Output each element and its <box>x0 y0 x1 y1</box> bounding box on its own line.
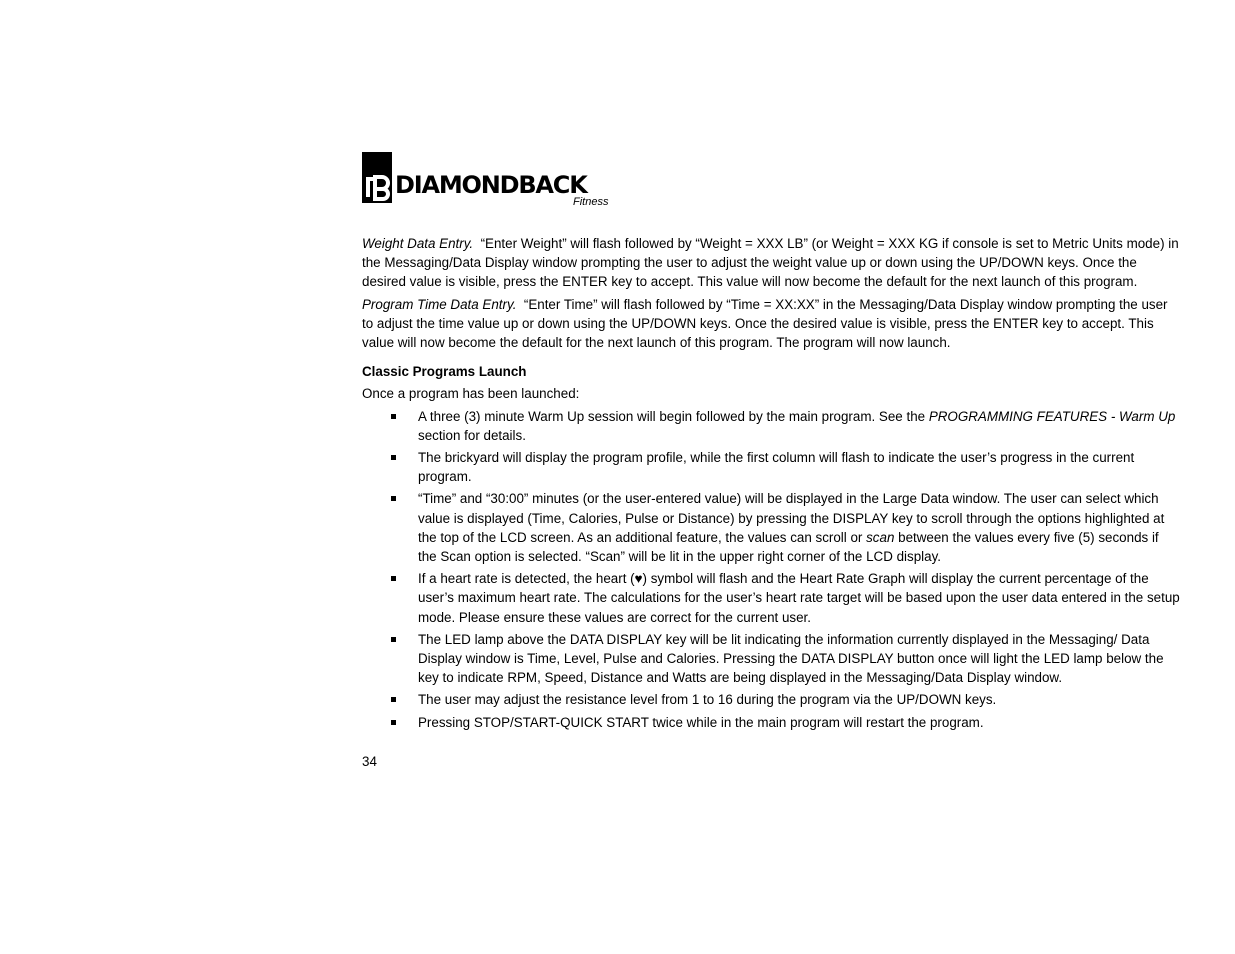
bullet-text: “Time” and “30:00” minutes (or the user-entered value) will be displayed in the Large Data window. The user can select which value is displayed (Time, Calories, Pulse or Distance) by pressing the DISPLAY key to scroll through the options highlighted at the top of the LCD screen. As an additional feature, the values can scroll or <box>418 491 1165 545</box>
content-body <box>362 234 1180 771</box>
bullet-text: Pressing STOP/START-QUICK START twice while in the main program will restart the program. <box>418 714 984 730</box>
bullet-italic-text: scan <box>866 529 895 545</box>
list-item <box>362 690 1180 709</box>
manual-page <box>362 152 1180 771</box>
bullet-icon <box>391 637 396 642</box>
list-item <box>362 489 1180 566</box>
list-item <box>362 630 1180 688</box>
logo-sub-text: Fitness <box>573 196 609 208</box>
bullet-list <box>362 407 1180 732</box>
paragraph-lead: Program Time Data Entry. <box>362 296 517 312</box>
bullet-icon <box>391 455 396 460</box>
program-time-data-entry-paragraph <box>362 295 1180 353</box>
bullet-italic-text: PROGRAMMING FEATURES - Warm Up <box>928 408 1176 424</box>
bullet-text-after: section for details. <box>418 427 526 443</box>
bullet-text: A three (3) minute Warm Up session will begin followed by the main program. See the <box>418 408 929 424</box>
list-item <box>362 407 1180 445</box>
section-intro: Once a program has been launched: <box>362 386 580 402</box>
list-item <box>362 569 1180 627</box>
paragraph-text: “Enter Time” will flash followed by “Time = XX:XX” in the Messaging/Data Display window prompting the user to adjust the time value up or down using the UP/DOWN keys. Once the desired value is visible, press the ENTER key to accept. This value will now become the default for the next launch of this program. The program will now launch. <box>362 296 1168 351</box>
list-item <box>362 448 1180 486</box>
list-item <box>362 713 1180 732</box>
bullet-icon <box>391 576 396 581</box>
bullet-icon <box>391 414 396 419</box>
bullet-text-after: between the values every five (5) seconds if the Scan option is selected. “Scan” will be lit in the upper right corner of the LCD display. <box>418 529 1159 565</box>
logo-graphic <box>362 152 622 208</box>
paragraph-lead: Weight Data Entry. <box>362 236 474 251</box>
bullet-text: The brickyard will display the program profile, while the first column will flash to indicate the user’s progress in the current program. <box>418 450 1135 485</box>
paragraph-text: “Enter Weight” will flash followed by “Weight = XXX LB” (or Weight = XXX KG if console is set to Metric Units mode) in the Messaging/Data Display window prompting the user to adjust the weight value up or down using the UP/DOWN keys. Once the desired value is visible, press the ENTER key to accept. This value will now become the default for the next launch of this program. <box>362 236 1179 290</box>
page-number: 34 <box>362 753 377 769</box>
diamondback-logo <box>362 152 622 208</box>
logo-brand-text: DIAMONDBACK <box>395 171 587 199</box>
bullet-icon <box>391 496 396 501</box>
bullet-text: The LED lamp above the DATA DISPLAY key will be lit indicating the information currently displayed in the Messaging/ Data Display window is Time, Level, Pulse and Calories. Pressing the DATA DISPLAY button once will light the LED lamp below the key to indicate RPM, Speed, Distance and Watts are being displayed in the Messaging/Data Display window. <box>418 631 1164 686</box>
bullet-icon <box>391 697 396 702</box>
bullet-text: If a heart rate is detected, the heart (♥) symbol will flash and the Heart Rate Graph will display the current percentage of the user’s maximum heart rate. The calculations for the user’s heart rate target will be based upon the user data entered in the setup mode. Please ensure these values are correct for the current user. <box>418 571 1180 625</box>
weight-data-entry-paragraph <box>362 234 1180 292</box>
section-heading: Classic Programs Launch <box>362 364 527 380</box>
bullet-icon <box>391 720 396 725</box>
bullet-text: The user may adjust the resistance level from 1 to 16 during the program via the UP/DOWN keys. <box>418 692 997 708</box>
